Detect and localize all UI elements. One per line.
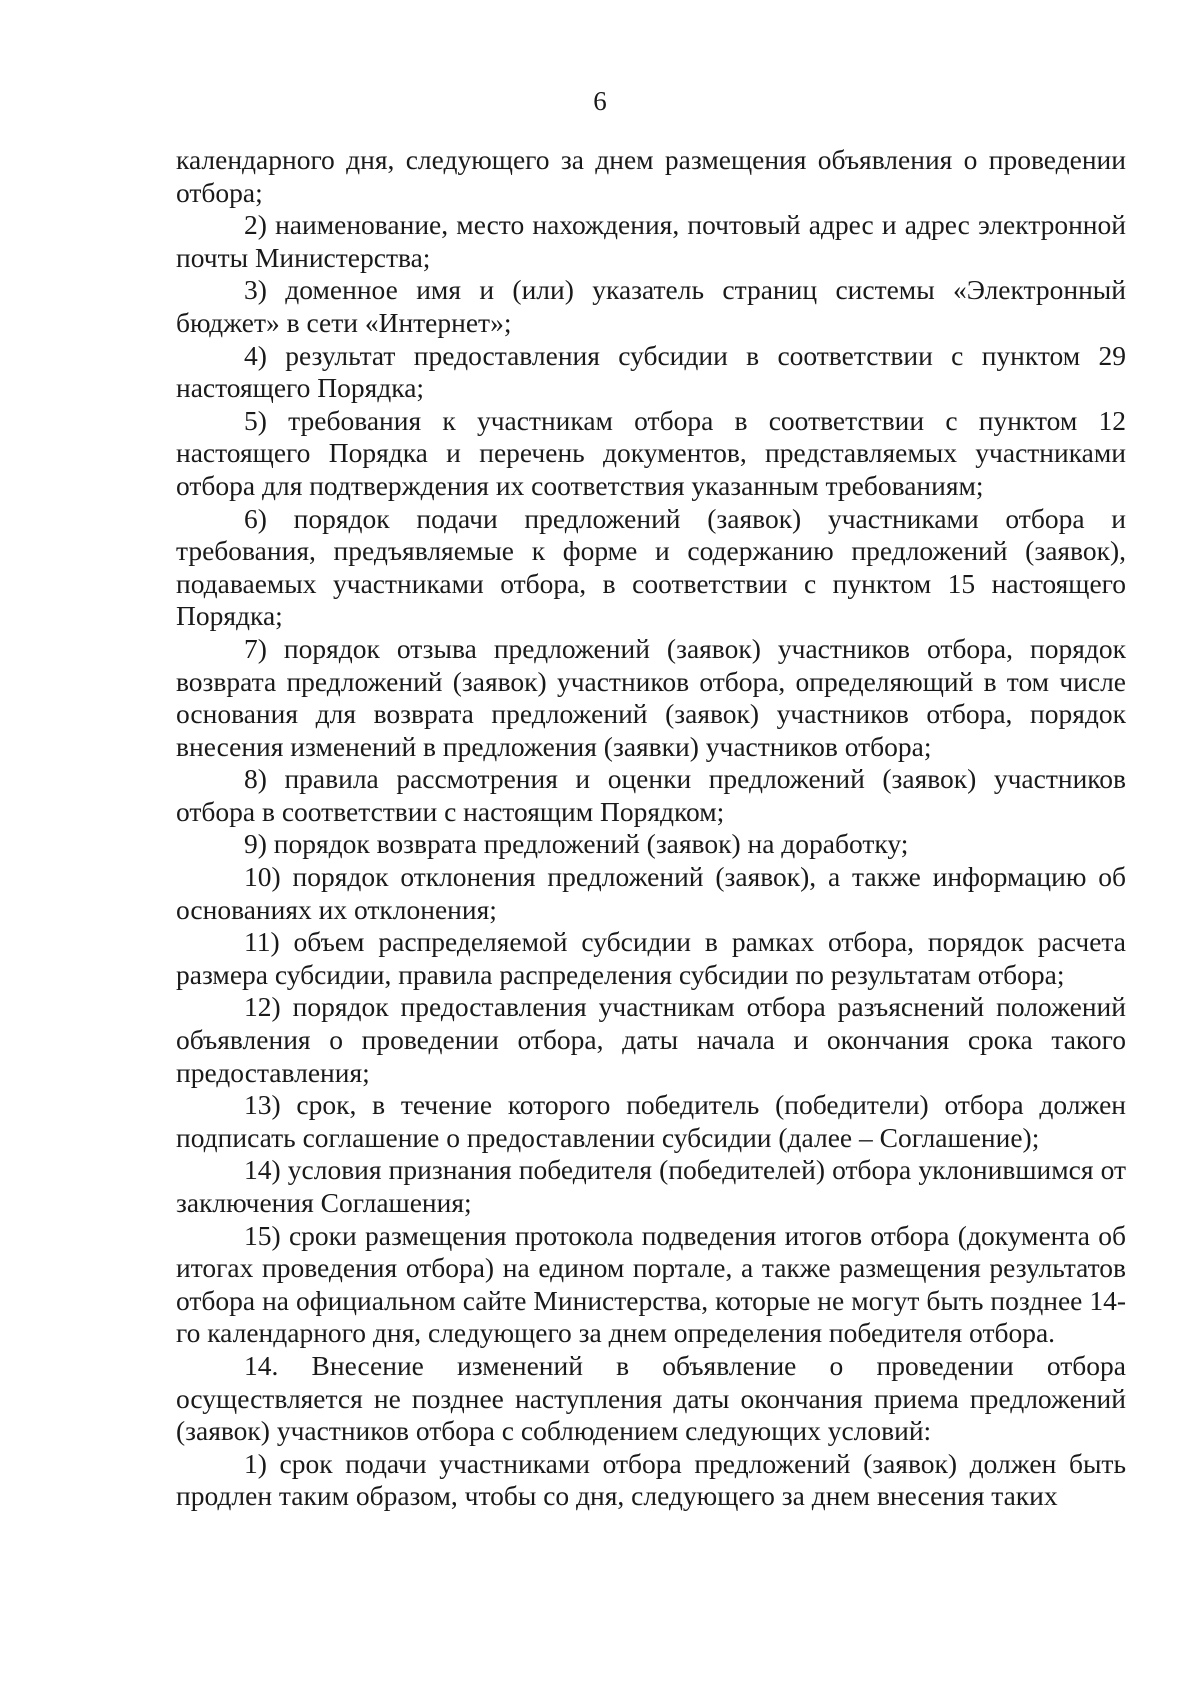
paragraph: календарного дня, следующего за днем размещения объявления о проведении отбора;	[176, 144, 1126, 208]
paragraph: 2) наименование, место нахождения, почтовый адрес и адрес электронной почты Министерства;	[176, 209, 1126, 273]
paragraph: 14) условия признания победителя (победителей) отбора уклонившимся от заключения Соглашения;	[176, 1154, 1126, 1218]
paragraph: 7) порядок отзыва предложений (заявок) участников отбора, порядок возврата предложений (заявок) участников отбора, определяющий в том числе основания для возврата предложений (заявок) участников отбора, порядок внесения изменений в предложения (заявки) участников отбора;	[176, 632, 1126, 762]
paragraph: 4) результат предоставления субсидии в соответствии с пунктом 29 настоящего Порядка;	[176, 339, 1126, 404]
paragraph: 15) сроки размещения протокола подведения итогов отбора (документа об итогах проведения отбора) на едином портале, а также размещения результатов отбора на официальном сайте Министерства, которые не могут быть позднее 14-го календарного дня, следующего за днем определения победителя отбора.	[176, 1219, 1126, 1349]
paragraph: 11) объем распределяемой субсидии в рамках отбора, порядок расчета размера субсидии, правила распределения субсидии по результатам отбора;	[176, 926, 1126, 990]
paragraph: 14. Внесение изменений в объявление о проведении отбора осуществляется не позднее наступления даты окончания приема предложений (заявок) участников отбора с соблюдением следующих условий:	[176, 1349, 1126, 1447]
paragraph: 13) срок, в течение которого победитель (победители) отбора должен подписать соглашение о предоставлении субсидии (далее – Соглашение);	[176, 1089, 1126, 1153]
paragraph: 8) правила рассмотрения и оценки предложений (заявок) участников отбора в соответствии с настоящим Порядком;	[176, 763, 1126, 827]
paragraph: 10) порядок отклонения предложений (заявок), а также информацию об основаниях их отклонения;	[176, 861, 1126, 925]
paragraph: 1) срок подачи участниками отбора предложений (заявок) должен быть продлен таким образом, чтобы со дня, следующего за днем внесения таких	[176, 1447, 1126, 1512]
document-body	[176, 144, 1126, 1513]
paragraph: 12) порядок предоставления участникам отбора разъяснений положений объявления о проведении отбора, даты начала и окончания срока такого предоставления;	[176, 991, 1126, 1088]
page-number: 6	[593, 86, 607, 116]
paragraph: 5) требования к участникам отбора в соответствии с пунктом 12 настоящего Порядка и перечень документов, представляемых участниками отбора для подтверждения их соответствия указанным требованиям;	[176, 404, 1126, 501]
paragraph: 3) доменное имя и (или) указатель страниц системы «Электронный бюджет» в сети «Интернет»;	[176, 274, 1126, 338]
paragraph: 6) порядок подачи предложений (заявок) участниками отбора и требования, предъявляемые к форме и содержанию предложений (заявок), подаваемых участниками отбора, в соответствии с пунктом 15 настоящего Порядка;	[176, 502, 1126, 632]
paragraph: 9) порядок возврата предложений (заявок) на доработку;	[244, 828, 909, 860]
